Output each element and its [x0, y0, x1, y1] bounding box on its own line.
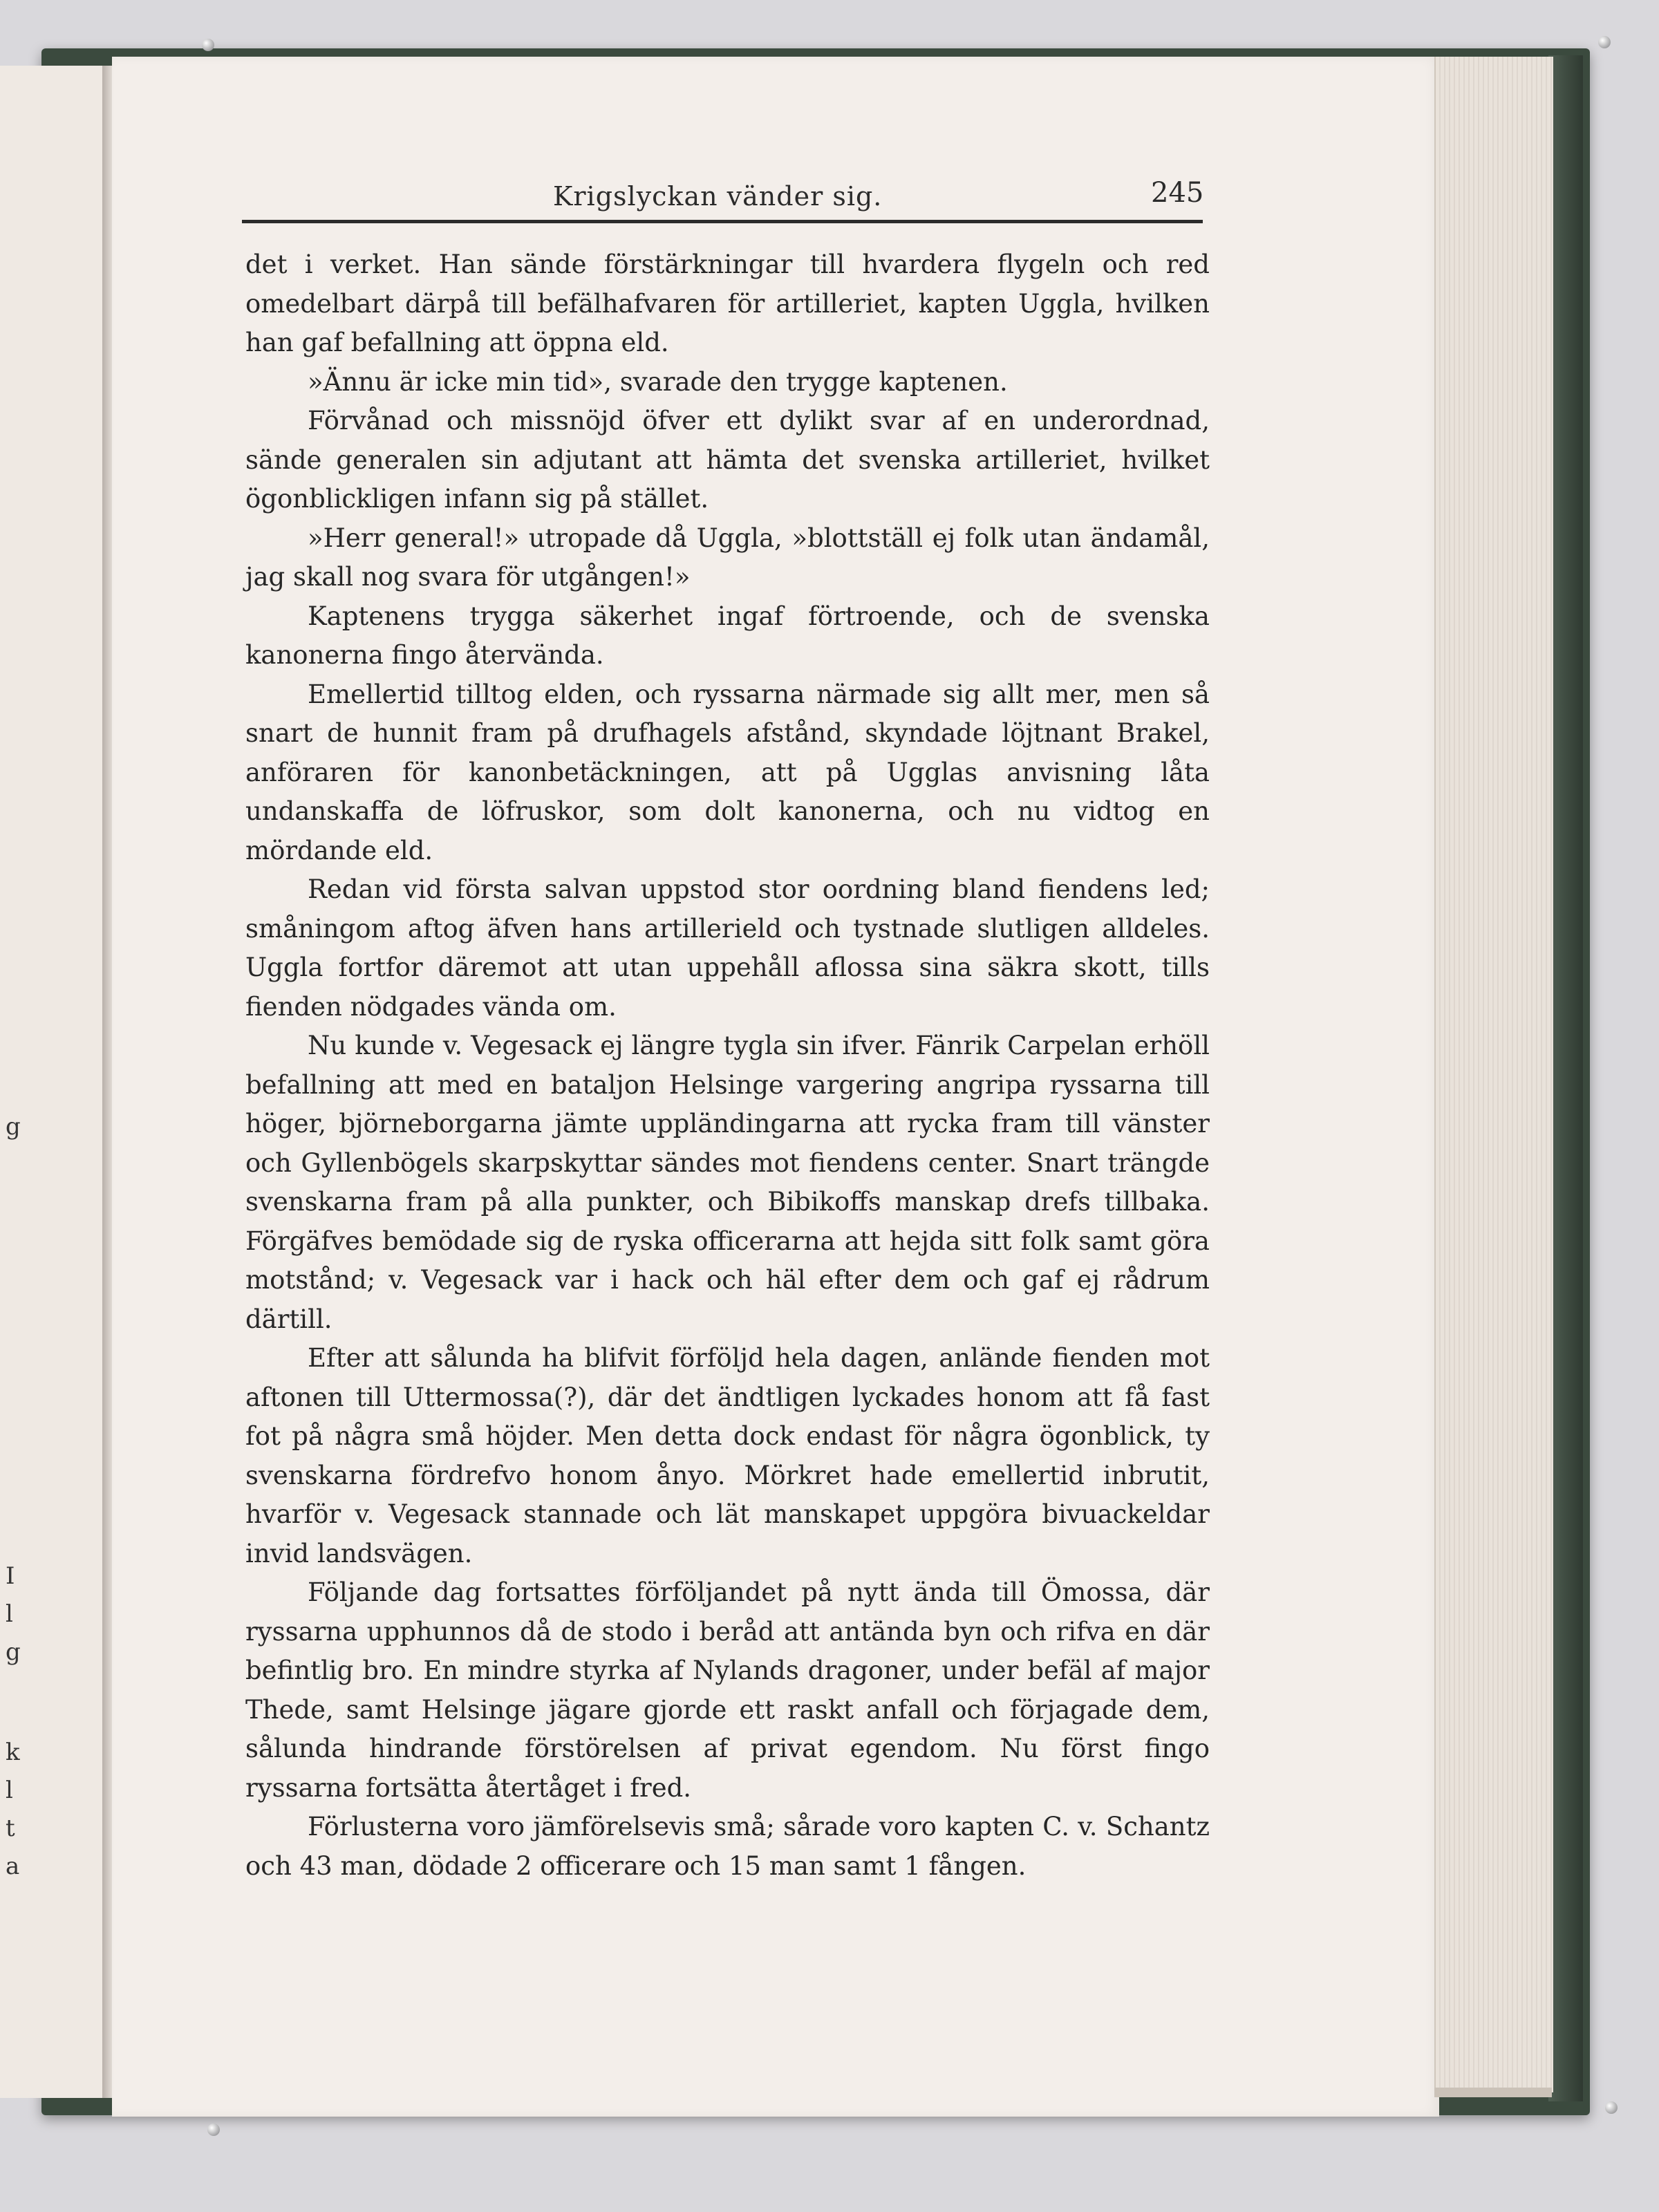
page-edges-bottom [1434, 2088, 1552, 2097]
page-number: 245 [1151, 177, 1204, 209]
left-page-fragment: l [6, 1777, 13, 1804]
running-title: Krigslyckan vänder sig. [553, 181, 883, 212]
book-cover-edge [1548, 55, 1583, 2101]
paragraph: »Ännu är icke min tid», svarade den trygge kaptenen. [308, 366, 1008, 397]
left-page-fragment: t [6, 1815, 15, 1842]
paragraph: Efter att sålunda ha blifvit förföljd hela dagen, anlände fienden mot aftonen till Uttermossa(?), där det ändtligen lyckades honom att få fast fot på några små höjder. Men detta dock endast för några ögonblick, ty svenskarna fördrefvo honom ånyo. Mörkret hade emellertid inbrutit, hvarför v. Vegesack stannade och lät manskapet uppgöra bivuackeldar invid landsvägen. [245, 1343, 1210, 1568]
paragraph: »Herr general!» utropade då Uggla, »blottställ ej folk utan ändamål, jag skall nog svara för utgången!» [245, 523, 1210, 592]
page-edges [1434, 57, 1553, 2092]
left-page [0, 66, 106, 2098]
header-rule [242, 220, 1203, 223]
paragraph: det i verket. Han sände förstärkningar till hvardera flygeln och red omedelbart därpå till befälhafvaren för artilleriet, kapten Uggla, hvilken han gaf befallning att öppna eld. [245, 250, 1210, 357]
paragraph: Kaptenens trygga säkerhet ingaf förtroende, och de svenska kanonerna fingo återvända. [245, 601, 1210, 670]
pin-icon [207, 2124, 220, 2136]
left-page-fragment: I [6, 1562, 15, 1590]
left-page-fragment: a [6, 1853, 20, 1880]
page-body [245, 245, 1210, 1886]
paragraph: Förvånad och missnöjd öfver ett dylikt svar af en underordnad, sände generalen sin adjutant att hämta det svenska artilleriet, hvilket ögonblickligen infann sig på stället. [245, 406, 1210, 514]
paragraph: Emellertid tilltog elden, och ryssarna närmade sig allt mer, men så snart de hunnit fram på drufhagels afstånd, skyndade löjtnant Brakel, anföraren för kanonbetäckningen, att på Ugglas anvisning låta undanskaffa de löfruskor, som dolt kanonerna, och nu vidtog en mördande eld. [245, 679, 1210, 865]
paragraph: Förlusterna voro jämförelsevis små; sårade voro kapten C. v. Schantz och 43 man, dödade 2 officerare och 15 man samt 1 fången. [245, 1812, 1210, 1881]
left-page-fragment: g [6, 1638, 21, 1666]
pin-icon [1605, 2101, 1618, 2114]
paragraph: Redan vid första salvan uppstod stor oordning bland fiendens led; småningom aftog äfven hans artillerield och tystnade slutligen alldeles. Uggla fortfor däremot att utan uppehåll aflossa sina säkra skott, tills fienden nödgades vända om. [245, 874, 1210, 1022]
pin-icon [1598, 36, 1611, 48]
left-page-fragment: l [6, 1600, 13, 1628]
paragraph: Nu kunde v. Vegesack ej längre tygla sin ifver. Fänrik Carpelan erhöll befallning att med en bataljon Helsinge vargering angripa ryssarna till höger, björneborgarna jämte uppländingarna att rycka fram till vänster och Gyllenbögels skarpskyttar sändes mot fiendens center. Snart trängde svenskarna fram på alla punkter, och Bibikoffs manskap drefs tillbaka. Förgäfves bemödade sig de ryska officerarna att hejda sitt folk samt göra motstånd; v. Vegesack var i hack och häl efter dem och gaf ej rådrum därtill. [245, 1031, 1210, 1334]
left-page-fragment: g [6, 1113, 21, 1141]
left-page-fragment: k [6, 1738, 20, 1766]
pin-icon [202, 39, 214, 51]
paragraph: Följande dag fortsattes förföljandet på nytt ända till Ömossa, där ryssarna upphunnos då de stodo i beråd att antända byn och rifva en där befintlig bro. En mindre styrka af Nylands dragoner, under befäl af major Thede, samt Helsinge jägare gjorde ett raskt anfall och förjagade dem, sålunda hindrande förstörelsen af privat egendom. Nu först fingo ryssarna fortsätta återtåget i fred. [245, 1577, 1210, 1803]
